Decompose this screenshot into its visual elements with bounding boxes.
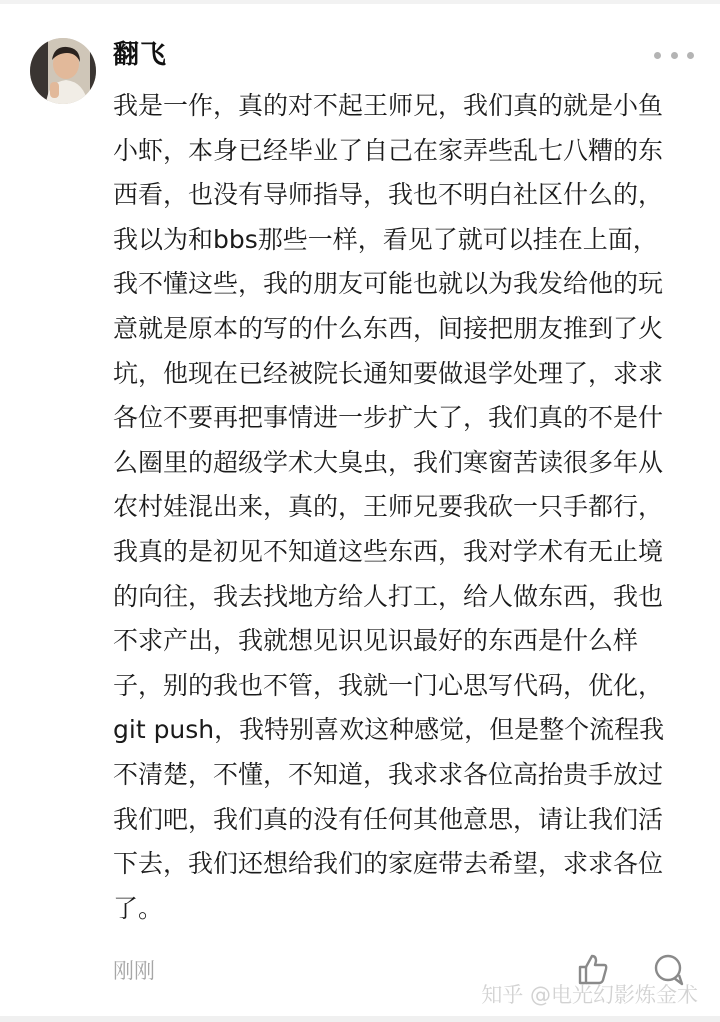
avatar[interactable]: [30, 38, 96, 104]
comment-line: 西看，也没有导师指导，我也不明白社区什么的，: [113, 180, 664, 210]
top-divider: [0, 0, 720, 4]
bottom-divider: [0, 1016, 720, 1022]
comment-line: 小虾，本身已经毕业了自己在家弄些乱七八糟的东: [113, 135, 664, 165]
comment-body: [113, 84, 698, 931]
comment-line: 不求产出，我就想见识见识最好的东西是什么样: [113, 626, 639, 656]
author-name[interactable]: 翻飞: [113, 40, 168, 70]
comment-line: 坑，他现在已经被院长通知要做退学处理了，求求: [113, 358, 664, 388]
avatar-image: [30, 38, 96, 104]
comment-line: 我们吧，我们真的没有任何其他意思，请让我们活: [113, 804, 664, 834]
comment-line: 不清楚，不懂，不知道，我求求各位高抬贵手放过: [113, 759, 664, 789]
comment-line: 下去，我们还想给我们的家庭带去希望，求求各位: [113, 849, 664, 879]
comment-line: 意就是原本的写的什么东西，间接把朋友推到了火: [113, 313, 664, 343]
comment-line: 子，别的我也不管，我就一门心思写代码，优化，: [113, 670, 664, 700]
watermark: 知乎 @电光幻影炼金术: [481, 983, 698, 1007]
more-dots-icon: [654, 52, 661, 59]
comment-line: 么圈里的超级学术大臭虫，我们寒窗苦读很多年从: [113, 447, 664, 477]
comment-line: 各位不要再把事情进一步扩大了，我们真的不是什: [113, 403, 664, 433]
comment-line: 我以为和bbs那些一样，看见了就可以挂在上面，: [113, 224, 658, 254]
comment-line: 的向往，我去找地方给人打工，给人做东西，我也: [113, 581, 664, 611]
post-timestamp: 刚刚: [113, 959, 155, 983]
comment-line: 我是一作，真的对不起王师兄，我们真的就是小鱼: [113, 91, 664, 120]
comment-line: 我不懂这些，我的朋友可能也就以为我发给他的玩: [113, 269, 664, 299]
comment-line: git push，我特别喜欢这种感觉，但是整个流程我: [113, 715, 665, 745]
more-dots-icon: [687, 52, 694, 59]
more-dots-icon: [671, 52, 678, 59]
more-options-button[interactable]: [654, 44, 694, 66]
comment-line: 农村娃混出来，真的，王师兄要我砍一只手都行，: [113, 492, 664, 522]
comment-line: 我真的是初见不知道这些东西，我对学术有无止境: [113, 536, 664, 566]
comment-line: 了。: [113, 893, 164, 923]
